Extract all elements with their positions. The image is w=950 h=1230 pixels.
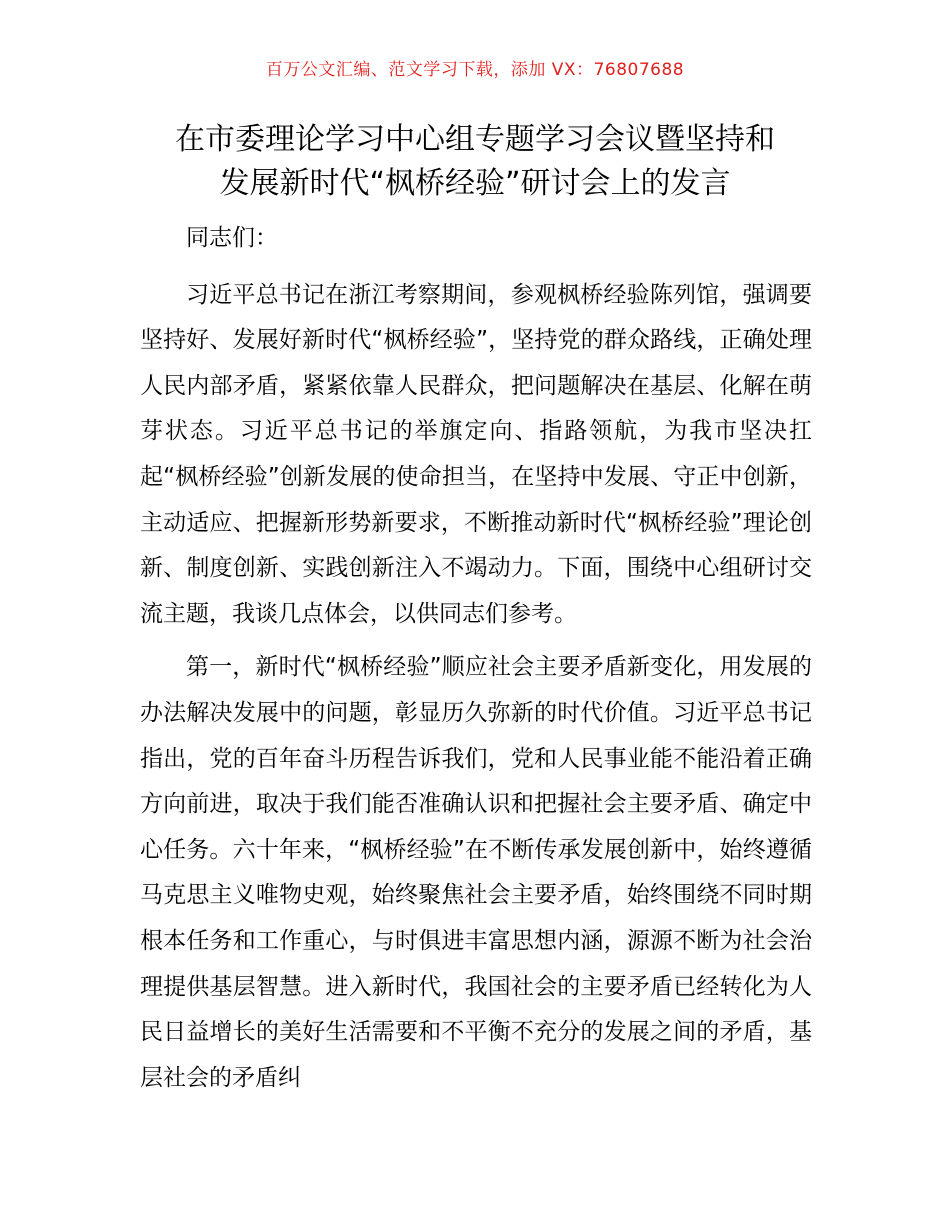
paragraph-intro: 习近平总书记在浙江考察期间，参观枫桥经验陈列馆，强调要坚持好、发展好新时代“枫桥经验”，坚持党的群众路线，正确处理人民内部矛盾，紧紧依靠人民群众，把问题解决在基层、化解在萌芽状态。习近平总书记的举旗定向、指路领航，为我市坚决扛起“枫桥经验”创新发展的使命担当，在坚持中发展、守正中创新，主动适应、把握新形势新要求，不断推动新时代“枫桥经验”理论创新、制度创新、实践创新注入不竭动力。下面，围绕中心组研讨交流主题，我谈几点体会，以供同志们参考。 [140, 281, 812, 627]
document-title [120, 118, 830, 206]
salutation: 同志们： [186, 225, 278, 251]
title-line-1: 在市委理论学习中心组专题学习会议暨坚持和 [175, 122, 775, 157]
title-line-2: 发展新时代“枫桥经验”研讨会上的发言 [219, 166, 731, 201]
document-body [140, 216, 812, 1109]
header-promo-note: 百万公文汇编、范文学习下载，添加 VX：76807688 [265, 60, 685, 80]
paragraph-first-point: 第一，新时代“枫桥经验”顺应社会主要矛盾新变化，用发展的办法解决发展中的问题，彰显历久弥新的时代价值。习近平总书记指出，党的百年奋斗历程告诉我们，党和人民事业能不能沿着正确方向前进，取决于我们能否准确认识和把握社会主要矛盾、确定中心任务。六十年来，“枫桥经验”在不断传承发展创新中，始终遵循马克思主义唯物史观，始终聚焦社会主要矛盾，始终围绕不同时期根本任务和工作重心，与时俱进丰富思想内涵，源源不断为社会治理提供基层智慧。进入新时代，我国社会的主要矛盾已经转化为人民日益增长的美好生活需要和不平衡不充分的发展之间的矛盾，基层社会的矛盾纠 [140, 654, 812, 1091]
